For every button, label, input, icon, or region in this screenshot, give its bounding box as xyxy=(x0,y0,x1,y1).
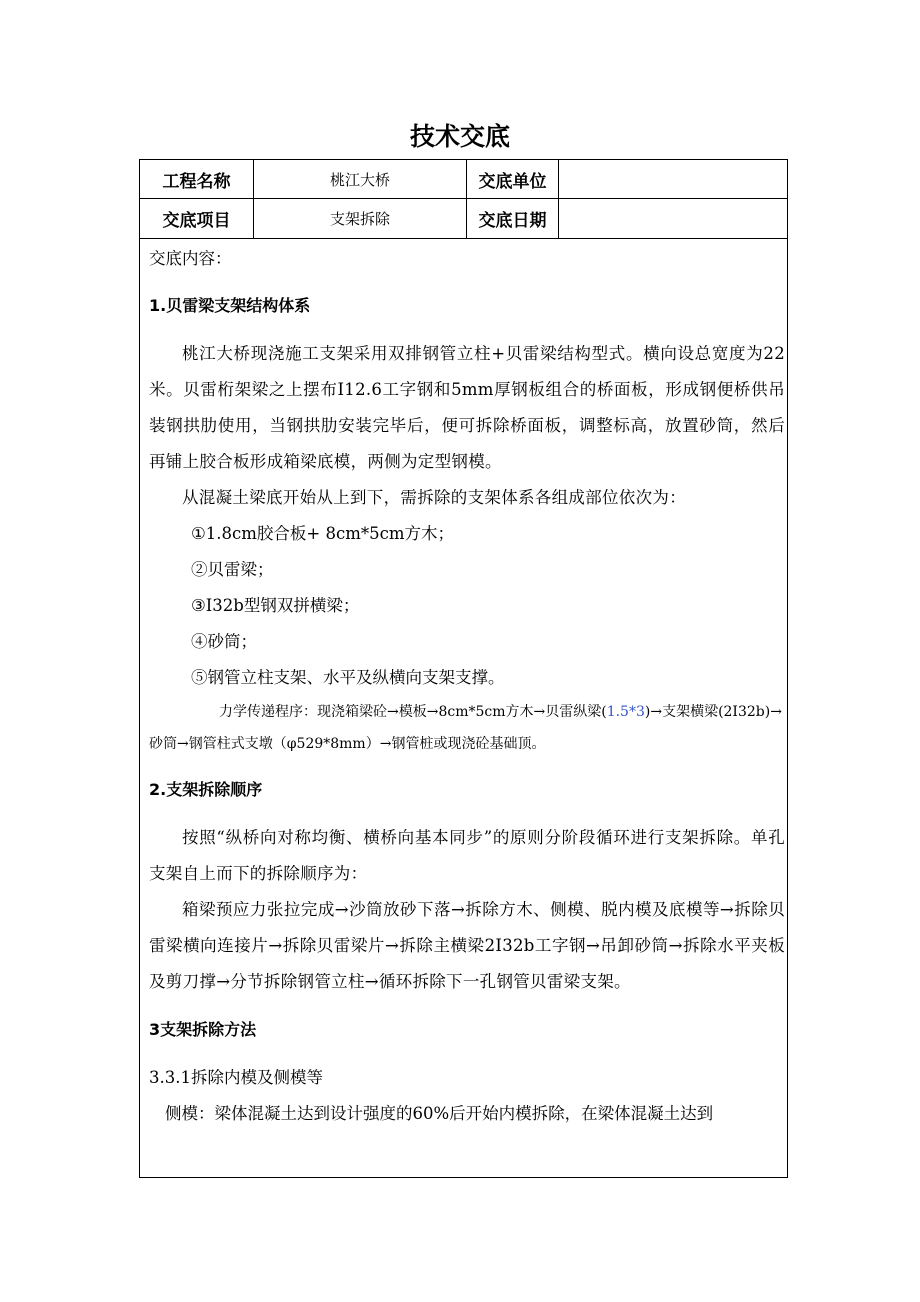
date-label: 交底日期 xyxy=(478,211,547,231)
disclosure-content xyxy=(149,242,785,1132)
component-list-item: ③I32b型钢双拼横梁； xyxy=(191,596,360,615)
component-list-item: ④砂筒； xyxy=(191,632,257,651)
section-1-heading: 1.贝雷梁支架结构体系 xyxy=(149,296,311,315)
item-label: 交底项目 xyxy=(162,211,231,231)
component-list-item: ②贝雷梁； xyxy=(191,560,274,579)
document-title: 技术交底 xyxy=(409,122,510,151)
section-3-subheading: 3.3.1拆除内模及侧模等 xyxy=(149,1068,323,1087)
section-3-paragraph: 侧模：梁体混凝土达到设计强度的60%后开始内模拆除，在梁体混凝土达到 xyxy=(165,1104,714,1123)
force-transfer-highlight: 1.5*3 xyxy=(606,704,645,720)
component-list-item: ①1.8cm胶合板+ 8cm*5cm方木； xyxy=(191,524,455,543)
section-3-heading: 3支架拆除方法 xyxy=(149,1020,257,1039)
disclosure-table xyxy=(139,159,788,1178)
component-list-item: ⑤钢管立柱支架、水平及纵横向支架支撑。 xyxy=(191,668,505,687)
item-value: 支架拆除 xyxy=(329,210,390,228)
project-name-label: 工程名称 xyxy=(162,171,231,192)
section-1-paragraph: 从混凝土梁底开始从上到下，需拆除的支架体系各组成部位依次为： xyxy=(182,488,686,507)
force-transfer-text: 力学传递程序：现浇箱梁砼→模板→8cm*5cm方木→贝雷纵梁( xyxy=(219,704,607,720)
section-2-paragraph: 按照“纵桥向对称均衡、横桥向基本同步”的原则分阶段循环进行支架拆除。单孔支架自上而下的拆除顺序为： xyxy=(149,828,785,883)
project-name-value: 桃江大桥 xyxy=(329,170,390,189)
section-2-heading: 2.支架拆除顺序 xyxy=(149,780,263,799)
force-transfer-note xyxy=(149,696,785,760)
date-value xyxy=(559,199,787,238)
unit-value xyxy=(559,160,787,198)
force-transfer-text: )→支架横梁(2I32b)→砂筒→钢管柱式支墩（φ529*8mm）→钢管桩或现浇砼基础顶。 xyxy=(149,704,782,752)
section-1-paragraph: 桃江大桥现浇施工支架采用双排钢管立柱+贝雷梁结构型式。横向设总宽度为22米。贝雷桁架梁之上摆布I12.6工字钢和5mm厚钢板组合的桥面板，形成钢便桥供吊装钢拱肋使用，当钢拱肋安装完毕后，便可拆除桥面板，调整标高，放置砂筒，然后再铺上胶合板形成箱梁底模，两侧为定型钢模。 xyxy=(149,344,785,471)
unit-label: 交底单位 xyxy=(478,171,547,192)
content-intro: 交底内容： xyxy=(149,249,232,268)
section-2-paragraph: 箱梁预应力张拉完成→沙筒放砂下落→拆除方木、侧模、脱内模及底模等→拆除贝雷梁横向连接片→拆除贝雷梁片→拆除主横梁2I32b工字钢→吊卸砂筒→拆除水平夹板及剪刀撑→分节拆除钢管立柱→循环拆除下一孔钢管贝雷梁支架。 xyxy=(149,900,785,991)
row-divider xyxy=(140,238,787,239)
